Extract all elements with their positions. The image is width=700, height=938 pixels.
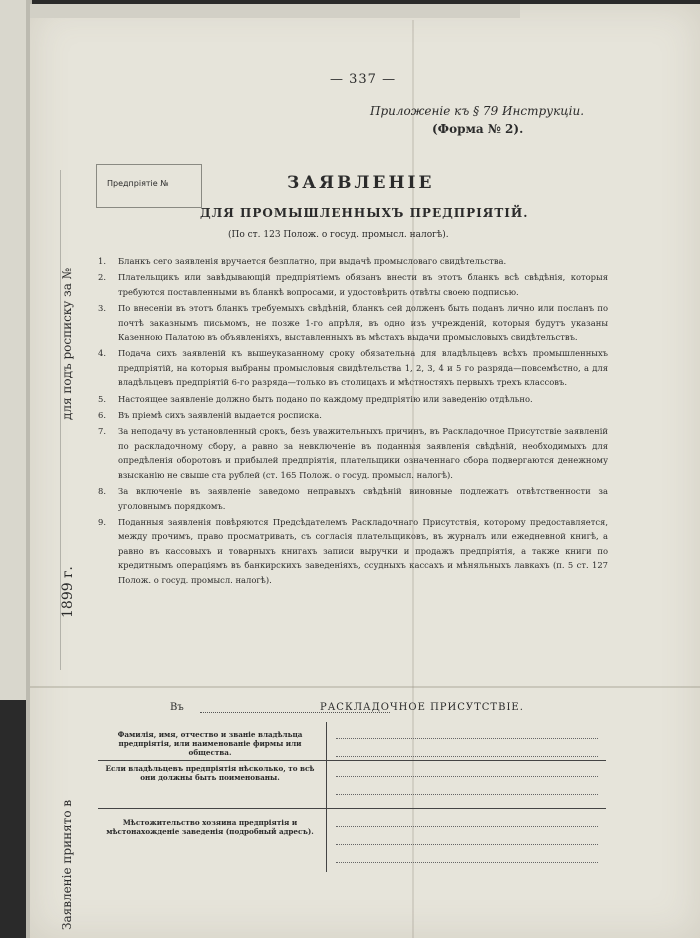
- list-item: [98, 515, 608, 587]
- item-text: Подача сихъ заявленій къ вышеуказанному сроку обязательна для владѣльцевъ всѣхъ промышленныхъ предпріятій, на которыя выбраны промысловыя свидѣтельства 1, 2, 3, 4 и 5 го разряда—повсемѣстно, а для владѣльцевъ предпріятій 6-го разряда—только въ столицахъ и мѣстностяхъ первыхъ трехъ классовъ.: [118, 348, 608, 388]
- list-item: [98, 254, 608, 268]
- item-number: 8.: [98, 486, 106, 497]
- form-row-separator: [98, 760, 606, 761]
- form-divider: [326, 722, 327, 872]
- co-owners-line-1[interactable]: [336, 776, 598, 777]
- item-text: За неподачу въ установленный срокъ, безъ уважительныхъ причинъ, въ Раскладочное Присутствіе заявленій по раскладочному сбору, а равно за невключеніе въ поданныя заявленія свѣдѣній, необходимыхъ для опредѣленія оборотовъ и прибылей предпріятія, плательщики означеннаго сбора подвергаются денежному взысканію не свыше ста рублей (ст. 165 Полож. о госуд. промысл. налогѣ).: [118, 426, 608, 480]
- owner-name-line-1[interactable]: [336, 738, 598, 739]
- legal-basis: (По ст. 123 Полож. о госуд. промысл. налогѣ).: [228, 230, 449, 240]
- fold-line-horizontal: [30, 686, 700, 688]
- list-item: [98, 484, 608, 513]
- co-owners-label: Если владѣльцевъ предпріятія нѣсколько, то всѣ они должны быть поименованы.: [105, 764, 315, 782]
- item-text: Поданныя заявленія повѣряются Предсѣдателемъ Раскладочнаго Присутствія, которому предоставляется, между прочимъ, право просматривать, съ согласія плательщиковъ, въ журналъ или ежедневной книгѣ, а равно въ кассовыхъ и товарныхъ книгахъ записи выручки и продажъ предпріятія, а также книги по кредитнымъ операціямъ въ банкирскихъ заведеніяхъ, ссудныхъ кассахъ и мѣняльныхъ лавкахъ (п. 5 ст. 127 Полож. о госуд. промысл. налогѣ).: [118, 516, 608, 585]
- address-line-2[interactable]: [336, 844, 598, 845]
- item-number: 9.: [98, 516, 106, 527]
- address-label: Мѣстожительство хозяина предпріятія и мѣстонахожденіе заведенія (подробный адресъ).: [106, 818, 314, 836]
- item-number: 3.: [98, 303, 106, 314]
- form-row-separator: [98, 808, 606, 809]
- enterprise-number-box: [96, 164, 202, 208]
- item-number: 5.: [98, 393, 106, 404]
- form-fields: [98, 722, 606, 872]
- office-prefix: Въ: [170, 702, 184, 713]
- office-name: РАСКЛАДОЧНОЕ ПРИСУТСТВІЕ.: [320, 702, 524, 713]
- list-item: [98, 346, 608, 389]
- item-number: 2.: [98, 272, 106, 283]
- instructions-list: [98, 254, 608, 589]
- co-owners-line-2[interactable]: [336, 794, 598, 795]
- address-line-1[interactable]: [336, 826, 598, 827]
- item-number: 6.: [98, 410, 106, 421]
- page-number: — 337 —: [330, 72, 397, 87]
- list-item: [98, 270, 608, 299]
- side-accepted-text: Заявленіе принято в: [60, 799, 74, 930]
- item-text: За включеніе въ заявленіе заведомо неправыхъ свѣдѣній виновные подлежатъ отвѣтственности за уголовнымъ порядкомъ.: [118, 486, 608, 511]
- item-text: По внесеніи въ этотъ бланкъ требуемыхъ свѣдѣній, бланкъ сей долженъ быть поданъ лично или посланъ по почтѣ заказнымъ письмомъ, не позже 1-го апрѣля, въ одно изъ учрежденій, которыя будутъ указаны Казенною Палатою въ объявленіяхъ, выставленныхъ въ мѣстахъ выдачи промысловыхъ свидѣтельствъ.: [118, 303, 608, 343]
- address-line-3[interactable]: [336, 862, 598, 863]
- list-item: [98, 301, 608, 344]
- side-receipt-text: для подъ росписку за №: [60, 267, 74, 420]
- document-title: ЗАЯВЛЕНІЕ: [287, 173, 435, 193]
- item-number: 1.: [98, 256, 106, 266]
- list-item: [98, 424, 608, 482]
- list-item: [98, 392, 608, 406]
- enterprise-number-label: Предпріятіе №: [107, 179, 169, 188]
- underlying-sheet: [0, 0, 26, 700]
- document-subtitle: ДЛЯ ПРОМЫШЛЕННЫХЪ ПРЕДПРІЯТІЙ.: [200, 206, 529, 220]
- item-text: Бланкъ сего заявленія вручается безплатно, при выдачѣ промысловаго свидѣтельства.: [118, 256, 507, 266]
- owner-name-line-2[interactable]: [336, 756, 598, 757]
- owner-name-label: Фамилія, имя, отчество и званіе владѣльца предпріятія, или наименованіе фирмы или общества.: [117, 730, 303, 757]
- item-text: Плательщикъ или завѣдывающій предпріятіемъ обязанъ внести въ этотъ бланкъ всѣ свѣдѣнія, которыя требуются поставленными въ бланкѣ вопросами, и удостовѣрить отвѣты своею подписью.: [118, 272, 608, 297]
- form-number: (Форма № 2).: [432, 122, 524, 136]
- list-item: [98, 408, 608, 422]
- side-year-text: 1899 г.: [60, 566, 76, 618]
- item-number: 7.: [98, 426, 106, 437]
- item-text: Настоящее заявленіе должно быть подано по каждому предпріятію или заведенію отдѣльно.: [118, 393, 533, 404]
- item-text: Въ пріемѣ сихъ заявленій выдается росписка.: [118, 410, 322, 421]
- item-number: 4.: [98, 348, 106, 359]
- top-band: [30, 4, 520, 18]
- appendix-note: Приложеніе къ § 79 Инструкціи.: [370, 104, 585, 118]
